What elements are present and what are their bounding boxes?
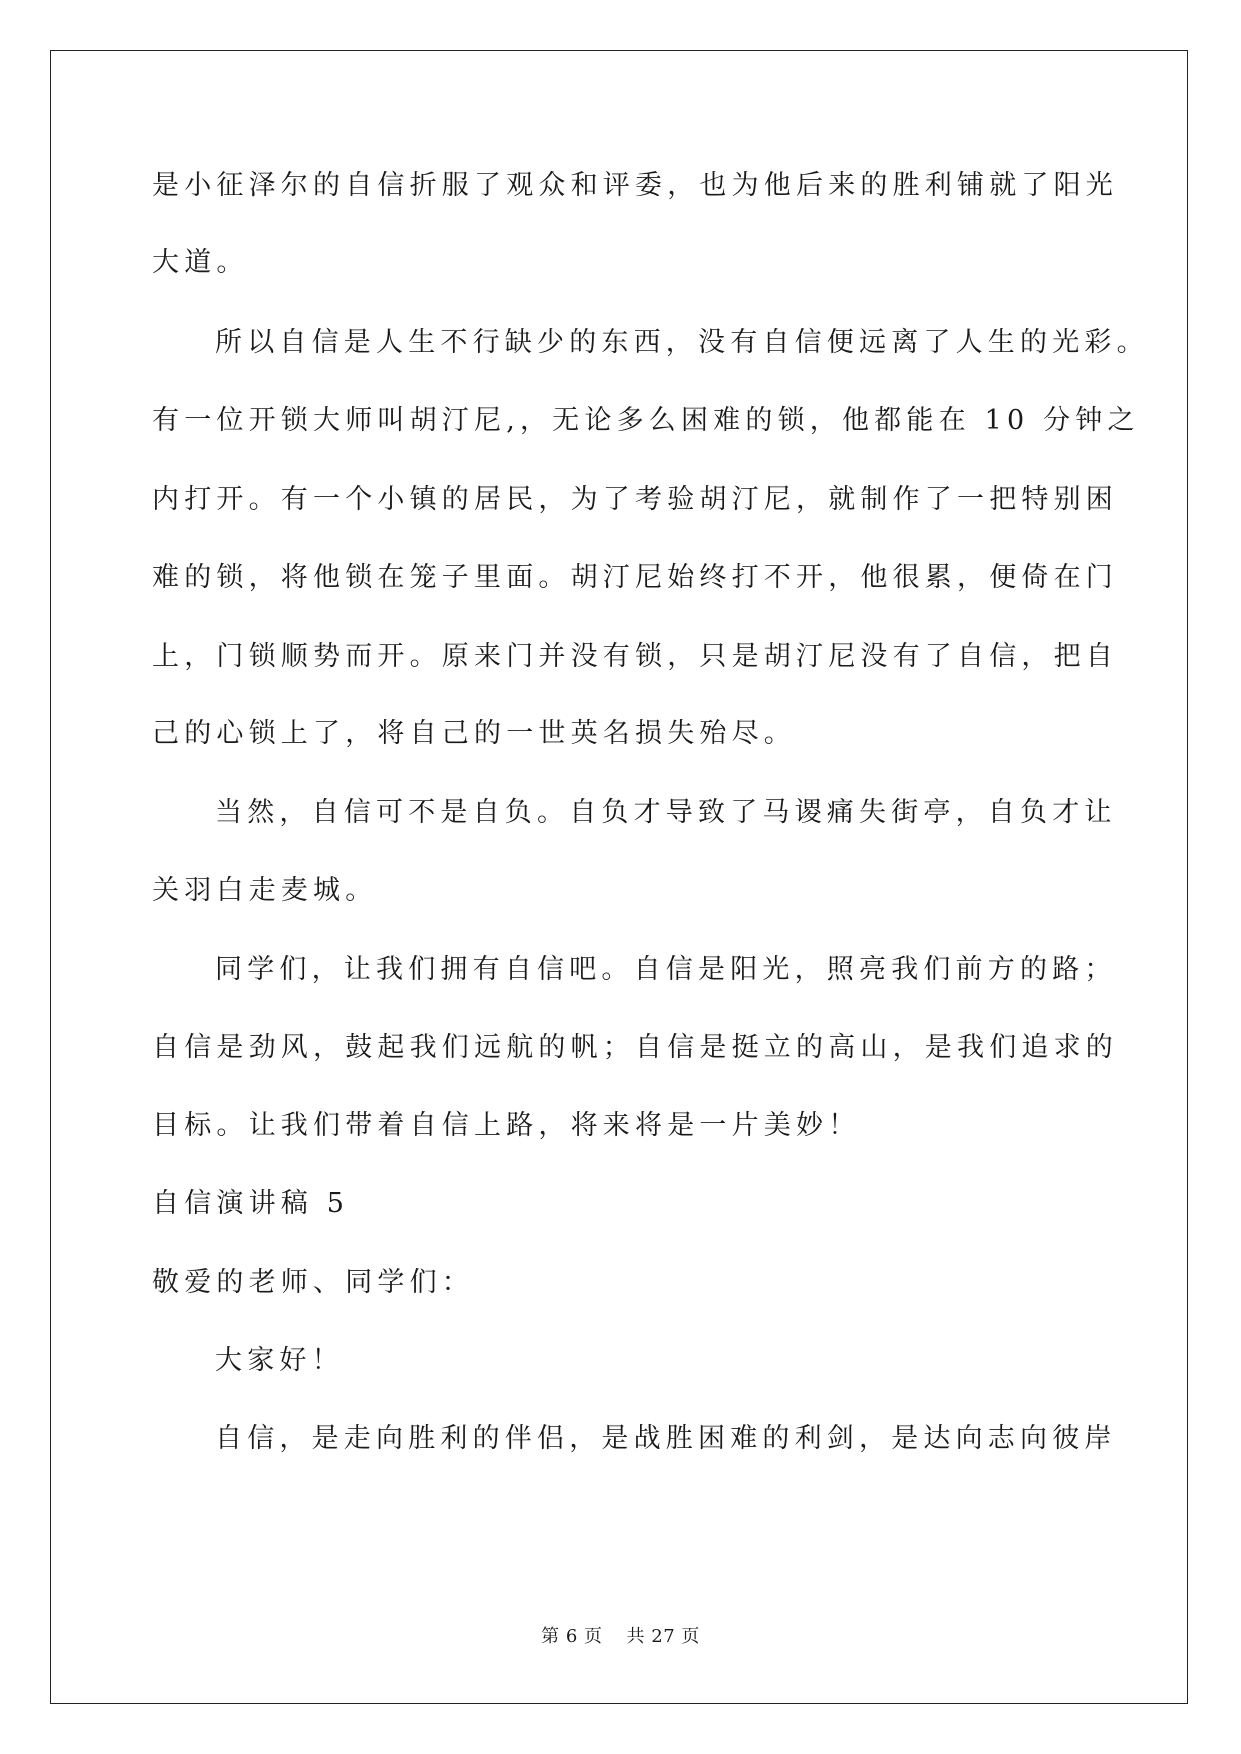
body-line: 目标。让我们带着自信上路，将来将是一片美妙！ [152,1110,861,1141]
salutation: 敬爱的老师、同学们： [152,1267,474,1298]
paragraph-first-line: 自信，是走向胜利的伴侣，是战胜困难的利剑，是达向志向彼岸 [215,1423,1117,1454]
current-page-number: 第 6 页 [541,1626,603,1647]
body-line: 自信是劲风，鼓起我们远航的帆；自信是挺立的高山，是我们追求的 [152,1032,1118,1063]
body-line: 上，门锁顺势而开。原来门并没有锁，只是胡汀尼没有了自信，把自 [152,641,1118,672]
body-line: 有一位开锁大师叫胡汀尼,，无论多么困难的锁，他都能在 10 分钟之 [152,405,1140,436]
body-line: 难的锁，将他锁在笼子里面。胡汀尼始终打不开，他很累，便倚在门 [152,562,1118,593]
total-page-count: 共 27 页 [626,1626,700,1647]
body-line: 是小征泽尔的自信折服了观众和评委，也为他后来的胜利铺就了阳光 [152,170,1118,201]
section-title: 自信演讲稿 5 [152,1188,350,1219]
body-line: 关羽白走麦城。 [152,875,378,906]
greeting: 大家好！ [215,1345,344,1376]
body-line: 大道。 [152,247,249,278]
body-line: 内打开。有一个小镇的居民，为了考验胡汀尼，就制作了一把特别困 [152,484,1118,515]
body-line: 己的心锁上了，将自己的一世英名损失殆尽。 [152,718,796,749]
paragraph-first-line: 同学们，让我们拥有自信吧。自信是阳光，照亮我们前方的路； [215,954,1117,985]
paragraph-first-line: 所以自信是人生不行缺少的东西，没有自信便远离了人生的光彩。 [215,327,1149,358]
paragraph-first-line: 当然，自信可不是自负。自负才导致了马谡痛失街亭，自负才让 [215,797,1117,828]
page-footer [0,1622,1241,1648]
